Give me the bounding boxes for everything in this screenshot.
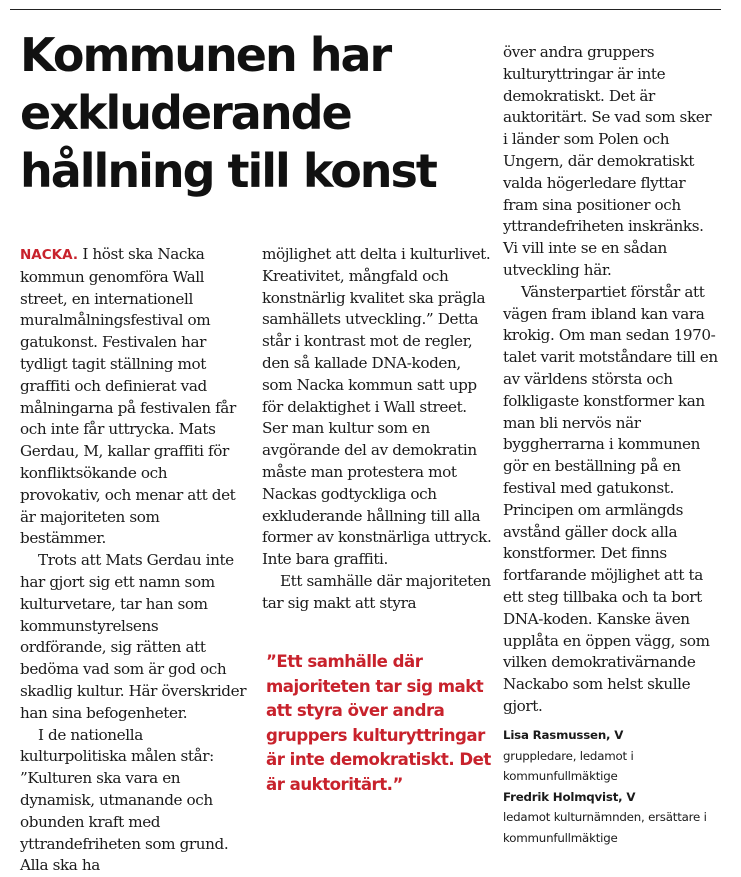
headline-line-2: exkluderande xyxy=(20,86,351,140)
author-role: ledamot kulturnämnden, ersättare i kommunfullmäktige xyxy=(503,810,707,845)
article-column-1 xyxy=(20,244,248,877)
article-headline xyxy=(20,26,490,200)
paragraph: Ett samhälle där majoriteten tar sig makt att styra xyxy=(262,571,491,612)
author-name: Lisa Rasmussen, V xyxy=(503,728,624,742)
paragraph: över andra gruppers kulturyttringar är inte demokratiskt. Det är auktoritärt. Se vad som sker i länder som Polen och Ungern, där demokratiskt valda högerledare flyttar fram sina positioner och yttrandefriheten inskränks. Vi vill inte se en sådan utveckling här. xyxy=(503,43,712,279)
pull-quote: ”Ett samhälle där majoriteten tar sig makt att styra över andra gruppers kulturyttringar är inte demokratiskt. Det är auktoritärt.” xyxy=(266,652,491,794)
top-rule xyxy=(10,9,721,10)
author-role: gruppledare, ledamot i kommunfullmäktige xyxy=(503,748,634,783)
paragraph-text: I höst ska Nacka kommun genomföra Wall street, en internationell muralmålningsfestival om gatukonst. Festivalen har tydligt tagit ställning mot graffiti och definierat vad målningarna på festivalen får och inte får uttrycka. Mats Gerdau, M, kallar graffiti för konfliktsökande och provokativ, och menar att det är majoriteten som bestämmer. xyxy=(20,245,236,548)
paragraph: Trots att Mats Gerdau inte har gjort sig ett namn som kulturvetare, tar han som kommunstyrelsens ordförande, sig rätten att bedöma vad som är god och skadlig kultur. Här överskrider han sina befogenheter. xyxy=(20,551,247,722)
paragraph: möjlighet att delta i kulturlivet. Kreativitet, mångfald och konstnärlig kvalitet ska prägla samhällets utveckling.” Detta står i kontrast mot de regler, den så kallade DNA-koden, som Nacka kommun satt upp för delaktighet i Wall street. Ser man kultur som en avgörande del av demokratin måste man protestera mot Nackas godtyckliga och exkluderande hållning till alla former av konstnärliga uttryck. Inte bara graffiti. xyxy=(262,245,492,569)
headline-line-3: hållning till konst xyxy=(20,144,436,198)
signature-block xyxy=(503,725,723,848)
article-column-3 xyxy=(503,42,718,718)
paragraph xyxy=(20,244,248,550)
paragraph: I de nationella kulturpolitiska målen står: ”Kulturen ska vara en dynamisk, utmanande och obunden kraft med yttrandefriheten som grund. Alla ska ha xyxy=(20,725,229,875)
headline-line-1: Kommunen har xyxy=(20,28,391,82)
paragraph: Vänsterpartiet förstår att vägen fram ibland kan vara krokig. Om man sedan 1970-talet varit motståndare till en av världens största och folkligaste konstformer kan man bli nervös när byggherrarna i kommunen gör en beställning på en festival med gatukonst. Principen om armlängds avstånd gäller dock alla konstformer. Det finns fortfarande möjlighet att ta ett steg tillbaka och ta bort DNA-koden. Kanske även upplåta en öppen vägg, som vilken demokrativärnande Nackabo som helst skulle gjort. xyxy=(503,282,718,715)
dateline: NACKA. xyxy=(20,247,78,263)
article-column-2 xyxy=(262,244,494,615)
author-name: Fredrik Holmqvist, V xyxy=(503,789,636,804)
